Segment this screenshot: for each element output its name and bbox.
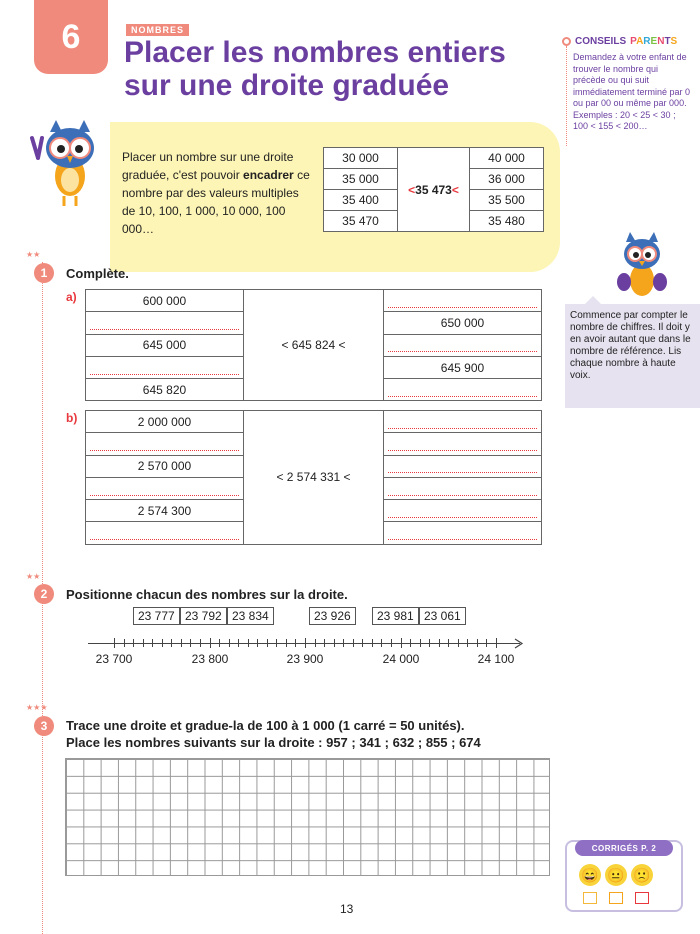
- cell-value: 645 000: [86, 334, 244, 356]
- axis-tick: [334, 639, 335, 647]
- ring-icon: [562, 37, 571, 46]
- axis-tick: [467, 639, 468, 647]
- axis-tick: [353, 639, 354, 647]
- conseils-label: CONSEILS: [575, 36, 627, 47]
- lesson-number: 6: [34, 0, 108, 74]
- self-assessment-checkbox[interactable]: [635, 892, 649, 904]
- axis-label: 24 100: [477, 652, 515, 666]
- number-card[interactable]: 23 981: [372, 607, 419, 625]
- exercise-1-title: Complète.: [66, 266, 129, 281]
- axis-tick: [162, 639, 163, 647]
- answer-cell[interactable]: [384, 334, 542, 356]
- axis-tick: [420, 639, 421, 647]
- cell-value: 2 574 300: [86, 500, 244, 522]
- number-card[interactable]: 23 777: [133, 607, 180, 625]
- answer-cell[interactable]: [86, 433, 244, 455]
- exercise-1a-table: [85, 289, 542, 401]
- example-middle-cell: <35 473<: [398, 148, 470, 232]
- conseils-divider: [566, 46, 567, 146]
- exercise-1-number: 1: [34, 263, 54, 283]
- owl-helper-icon: [612, 232, 672, 304]
- exercise-3-number: 3: [34, 716, 54, 736]
- sad-face-icon: 🙁: [631, 864, 653, 886]
- answer-cell[interactable]: [384, 433, 542, 455]
- answer-cell[interactable]: [384, 522, 542, 544]
- axis-tick: [439, 639, 440, 647]
- axis-tick: [219, 639, 220, 647]
- answer-cell[interactable]: [86, 477, 244, 499]
- owl-tip-bubble: Commence par compter le nombre de chiffres. Il doit y en avoir autant que dans le nombre de référence. Lis chaque nombre à haute voix.: [565, 304, 700, 408]
- axis-label: 23 800: [191, 652, 229, 666]
- axis-tick: [401, 638, 402, 648]
- axis-tick: [200, 639, 201, 647]
- difficulty-stars-icon: ★★: [26, 250, 41, 259]
- axis-tick: [372, 639, 373, 647]
- cell-value: 645 820: [86, 379, 244, 401]
- axis-tick: [477, 639, 478, 647]
- axis-tick: [286, 639, 287, 647]
- axis-tick: [238, 639, 239, 647]
- self-assessment-checkbox[interactable]: [609, 892, 623, 904]
- answer-cell[interactable]: [384, 477, 542, 499]
- axis-tick: [276, 639, 277, 647]
- parents-label: PARENTS: [630, 36, 678, 47]
- cell-value: 2 000 000: [86, 411, 244, 433]
- axis-tick: [190, 639, 191, 647]
- conseils-header: [562, 36, 677, 47]
- framed-number: < 2 574 331 <: [244, 411, 384, 545]
- owl-mascot-icon: [28, 118, 108, 208]
- axis-tick: [458, 639, 459, 647]
- axis-tick: [448, 639, 449, 647]
- bubble-pointer: [585, 296, 601, 304]
- example-right-cell: 35 500: [470, 190, 544, 211]
- number-card[interactable]: 23 061: [419, 607, 466, 625]
- answer-cell[interactable]: [384, 379, 542, 401]
- category-tag: NOMBRES: [126, 24, 189, 36]
- exercise-1b-table: [85, 410, 542, 545]
- cell-value: 600 000: [86, 290, 244, 312]
- cell-value: 645 900: [384, 356, 542, 378]
- happy-face-icon: 😄: [579, 864, 601, 886]
- axis-tick: [496, 638, 497, 648]
- arrow-right-icon: [514, 638, 524, 649]
- cell-value: 2 570 000: [86, 455, 244, 477]
- answer-cell[interactable]: [86, 356, 244, 378]
- answer-cell[interactable]: [86, 312, 244, 334]
- axis-tick: [171, 639, 172, 647]
- axis-tick: [343, 639, 344, 647]
- conseils-text: Demandez à votre enfant de trouver le nombre qui précède ou qui suit immédiatement terminé par 0 ou par 00 ou même par 000. Exemples : 20 < 25 < 30 ; 100 < 155 < 200…: [573, 52, 691, 131]
- example-left-cell: 30 000: [324, 148, 398, 169]
- cell-value: 650 000: [384, 312, 542, 334]
- squared-drawing-grid[interactable]: [65, 758, 550, 876]
- part-b-label: b): [66, 411, 78, 425]
- axis-tick: [181, 639, 182, 647]
- axis-tick: [324, 639, 325, 647]
- corriges-label: CORRIGÉS P. 2: [575, 840, 673, 856]
- answer-cell[interactable]: [384, 411, 542, 433]
- exercise-3-instruction-1: Trace une droite et gradue-la de 100 à 1 000 (1 carré = 50 unités).: [66, 718, 465, 733]
- exercise-2-number: 2: [34, 584, 54, 604]
- part-a-label: a): [66, 290, 77, 304]
- axis-tick: [486, 639, 487, 647]
- self-assessment-checkbox[interactable]: [583, 892, 597, 904]
- axis-tick: [410, 639, 411, 647]
- axis-label: 24 000: [382, 652, 420, 666]
- page-title: [124, 36, 544, 102]
- axis-tick: [391, 639, 392, 647]
- axis-tick: [381, 639, 382, 647]
- axis-tick: [152, 639, 153, 647]
- axis-label: 23 700: [95, 652, 133, 666]
- difficulty-stars-icon: ★★★: [26, 703, 48, 712]
- number-card[interactable]: 23 792: [180, 607, 227, 625]
- exercise-2-title: Positionne chacun des nombres sur la droite.: [66, 587, 348, 602]
- title-line-2: sur une droite graduée: [124, 69, 450, 102]
- answer-cell[interactable]: [384, 455, 542, 477]
- page-number: 13: [340, 902, 354, 916]
- axis-tick: [315, 639, 316, 647]
- axis-tick: [229, 639, 230, 647]
- axis-label: 23 900: [286, 652, 324, 666]
- axis-tick: [133, 639, 134, 647]
- number-card[interactable]: 23 834: [227, 607, 274, 625]
- difficulty-stars-icon: ★★: [26, 572, 41, 581]
- axis-tick: [143, 639, 144, 647]
- axis-tick: [267, 639, 268, 647]
- answer-cell[interactable]: [384, 290, 542, 312]
- example-left-cell: 35 400: [324, 190, 398, 211]
- title-line-1: Placer les nombres entiers: [124, 36, 506, 69]
- example-right-cell: 35 480: [470, 211, 544, 232]
- example-left-cell: 35 000: [324, 169, 398, 190]
- axis-tick: [429, 639, 430, 647]
- answer-cell[interactable]: [384, 500, 542, 522]
- axis-tick: [362, 639, 363, 647]
- axis-tick: [114, 638, 115, 648]
- axis-tick: [210, 638, 211, 648]
- example-right-cell: 40 000: [470, 148, 544, 169]
- answer-cell[interactable]: [86, 522, 244, 544]
- axis-tick: [295, 639, 296, 647]
- axis-tick: [124, 639, 125, 647]
- example-left-cell: 35 470: [324, 211, 398, 232]
- axis-tick: [305, 638, 306, 648]
- rule-text: Placer un nombre sur une droite graduée, c'est pouvoir encadrer ce nombre par des valeurs multiples de 10, 100, 1 000, 10 000, 100 000…: [122, 150, 310, 236]
- neutral-face-icon: 😐: [605, 864, 627, 886]
- example-right-cell: 36 000: [470, 169, 544, 190]
- axis-tick: [248, 639, 249, 647]
- axis-tick: [257, 639, 258, 647]
- rule-example-table: [323, 147, 544, 232]
- exercise-3-instruction-2: Place les nombres suivants sur la droite : 957 ; 341 ; 632 ; 855 ; 674: [66, 735, 481, 750]
- number-card[interactable]: 23 926: [309, 607, 356, 625]
- framed-number: < 645 824 <: [244, 290, 384, 401]
